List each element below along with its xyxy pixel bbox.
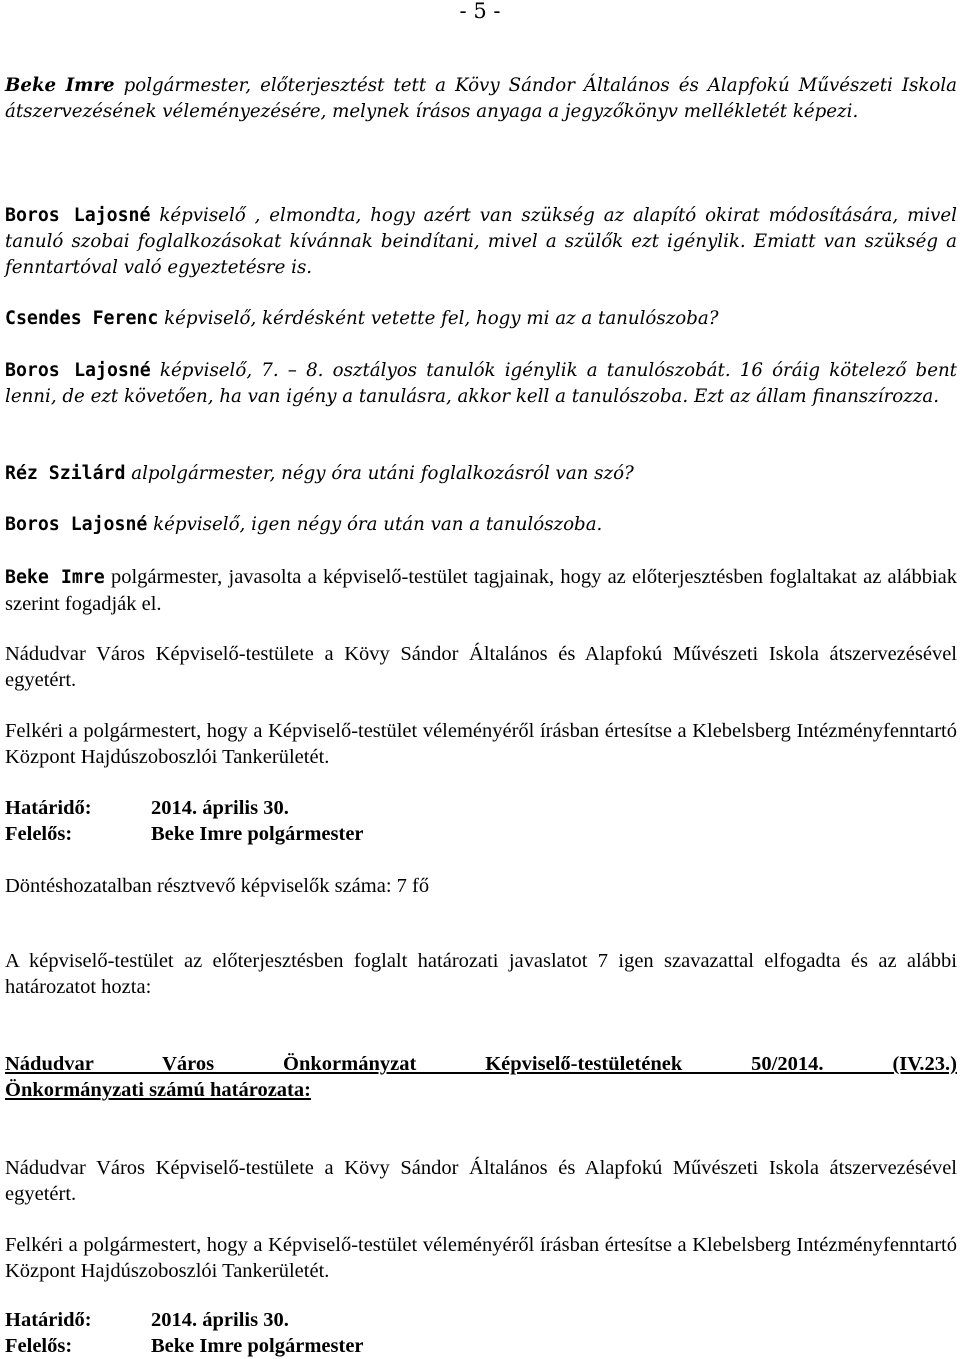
paragraph-request: Felkéri a polgármestert, hogy a Képviselő-testület véleményéről írásban értesítse a Klebelsberg Intézményfenntartó Központ Hajdúszoboszlói Tankerületét. <box>5 720 957 768</box>
resolution-agreement: Nádudvar Város Képviselő-testülete a Kövy Sándor Általános és Alapfokú Művészeti Iskola átszervezésével egyetért. <box>5 1157 957 1205</box>
paragraph-text: képviselő, 7. – 8. osztályos tanulók igénylik a tanulószobát. 16 óráig kötelező bent lenni, de ezt követően, ha van igény a tanulásra, akkor kell a tanulószoba. Ezt az állam finanszírozza. <box>5 360 957 407</box>
responsible-value: Beke Imre polgármester <box>151 1335 364 1357</box>
paragraph-proposal-vote <box>5 564 957 617</box>
speaker-name: Boros Lajosné <box>5 514 148 535</box>
paragraph-agreement: Nádudvar Város Képviselő-testülete a Kövy Sándor Általános és Alapfokú Művészeti Iskola átszervezésével egyetért. <box>5 643 957 691</box>
paragraph-boros-1 <box>5 203 957 281</box>
vote-count: Döntéshozatalban résztvevő képviselők száma: 7 fő <box>5 875 430 897</box>
resolution-request: Felkéri a polgármestert, hogy a Képviselő-testület véleményéről írásban értesítse a Klebelsberg Intézményfenntartó Központ Hajdúszoboszlói Tankerületét. <box>5 1234 957 1282</box>
responsible-row <box>5 821 364 847</box>
paragraph-boros-3 <box>5 512 957 538</box>
speaker-name: Réz Szilárd <box>5 463 126 484</box>
paragraph-text: polgármester, javasolta a képviselő-testület tagjainak, hogy az előterjesztésben foglaltakat az alábbiak szerint fogadják el. <box>5 566 957 615</box>
resolution-title-line2: Önkormányzati számú határozata: <box>5 1079 311 1101</box>
speaker-name: Beke Imre <box>5 75 115 96</box>
responsible-label: Felelős: <box>5 1335 73 1357</box>
resolution-title-line1: Nádudvar Város Önkormányzat Képviselő-testületének 50/2014. (IV.23.) <box>5 1053 957 1075</box>
paragraph-rez <box>5 461 957 487</box>
paragraph-text: képviselő , elmondta, hogy azért van szükség az alapító okirat módosítására, mivel tanuló szobai foglalkozásokat kívánnak beindítani, mivel a szülők ezt igénylik. Emiatt van szükség a fenntartóval való egyeztetésre is. <box>5 205 957 278</box>
page-number: - 5 - <box>459 0 501 23</box>
speaker-name: Csendes Ferenc <box>5 308 159 329</box>
responsible-value: Beke Imre polgármester <box>151 823 364 845</box>
speaker-name: Beke Imre <box>5 567 105 588</box>
paragraph-text: alpolgármester, négy óra utáni foglalkozásról van szó? <box>125 463 634 484</box>
deadline-value: 2014. április 30. <box>151 797 289 819</box>
paragraph-text: képviselő, kérdésként vetette fel, hogy mi az a tanulószoba? <box>158 308 719 329</box>
vote-result: A képviselő-testület az előterjesztésben foglalt határozati javaslatot 7 igen szavazattal elfogadta és az alábbi határozatot hozta: <box>5 950 957 998</box>
paragraph-text: polgármester, előterjesztést tett a Kövy Sándor Általános és Alapfokú Művészeti Iskola átszervezésének véleményezésére, melynek írásos anyaga a jegyzőkönyv mellékletét képezi. <box>5 75 958 122</box>
paragraph-text: képviselő, igen négy óra után van a tanulószoba. <box>147 514 603 535</box>
paragraph-proposal <box>5 73 957 125</box>
paragraph-boros-2 <box>5 358 957 410</box>
deadline-label: Határidő: <box>5 797 92 819</box>
responsible-row <box>5 1333 364 1359</box>
paragraph-csendes <box>5 306 957 332</box>
deadline-value: 2014. április 30. <box>151 1309 289 1331</box>
deadline-label: Határidő: <box>5 1309 92 1331</box>
responsible-label: Felelős: <box>5 823 73 845</box>
deadline-row <box>5 795 289 821</box>
deadline-row <box>5 1307 289 1333</box>
speaker-name: Boros Lajosné <box>5 205 151 226</box>
speaker-name: Boros Lajosné <box>5 360 151 381</box>
